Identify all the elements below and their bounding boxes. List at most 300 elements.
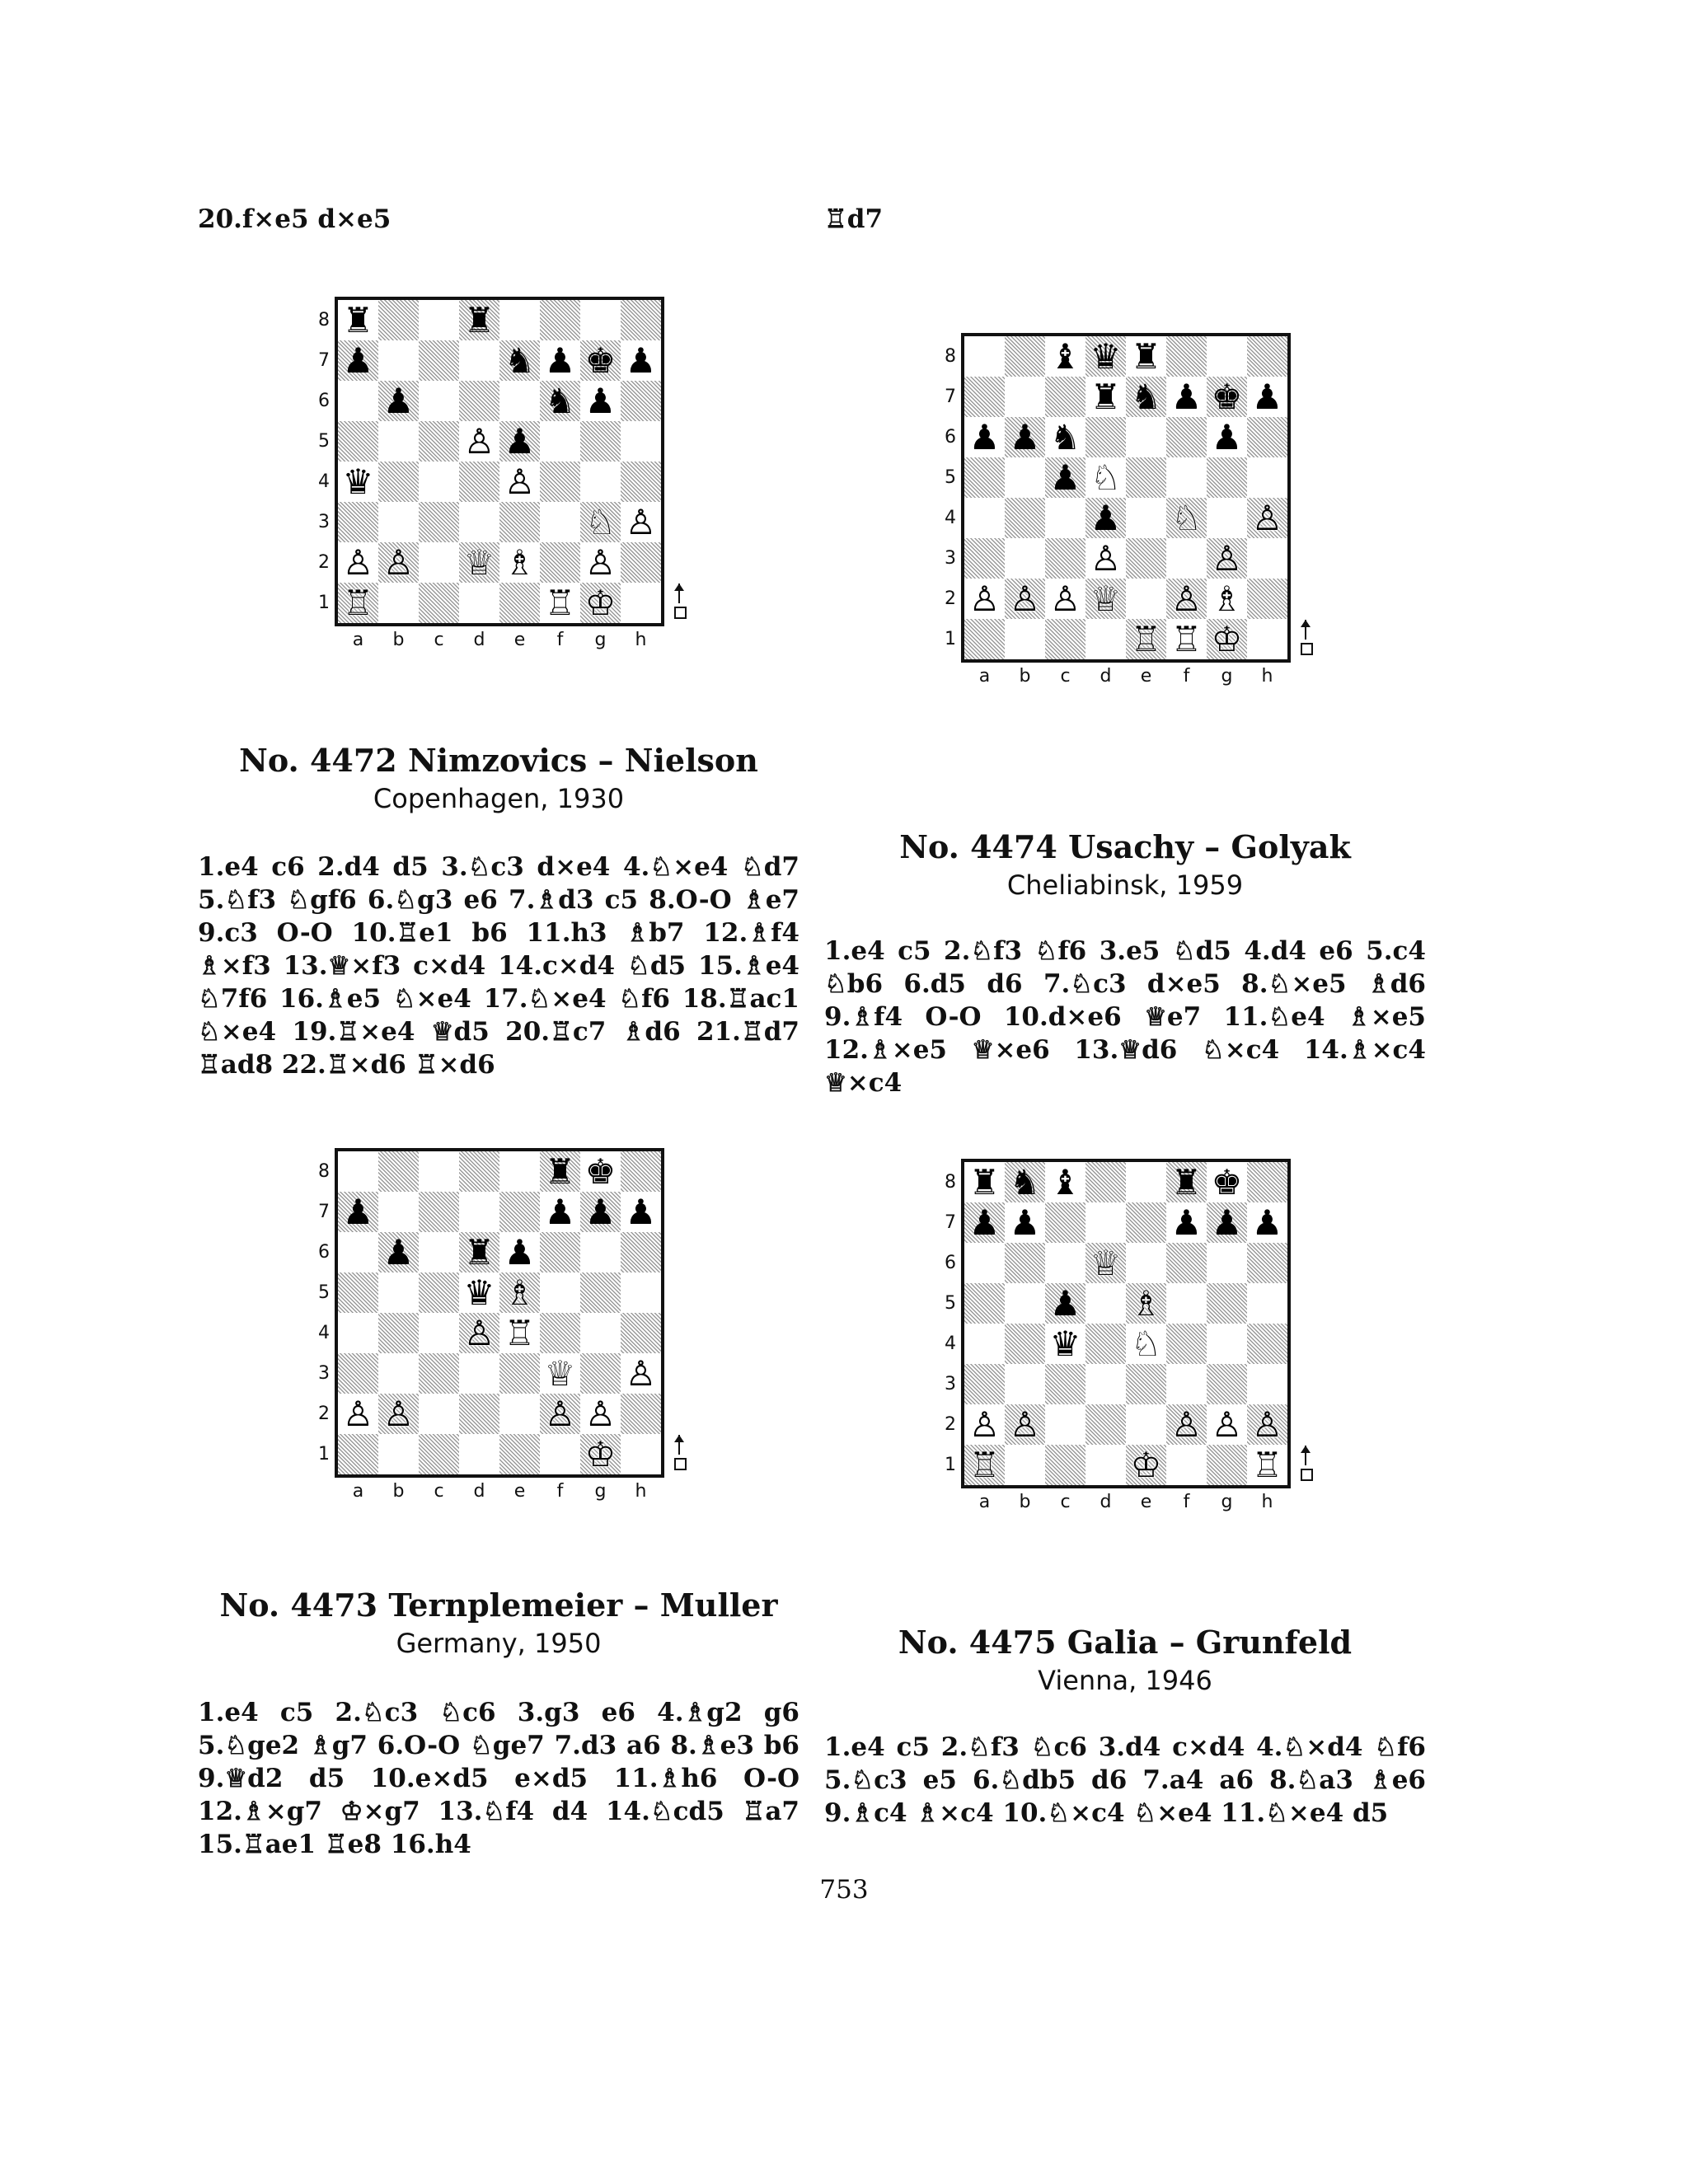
square-c5 — [1045, 457, 1085, 498]
chess-board — [961, 1159, 1291, 1488]
white-rook-icon: ♖ — [1251, 1444, 1283, 1485]
square-g8 — [580, 1151, 621, 1192]
square-b8 — [378, 1151, 419, 1192]
square-e8 — [499, 300, 540, 340]
square-d2 — [459, 542, 499, 583]
square-f1 — [540, 1434, 580, 1474]
black-pawn-icon: ♟ — [544, 1191, 576, 1232]
square-a2 — [964, 1404, 1005, 1445]
square-a6 — [964, 417, 1005, 457]
square-d4 — [1085, 498, 1126, 538]
square-c4 — [1045, 1324, 1085, 1364]
game-title-4473: No. 4473 Ternplemeier – Muller — [219, 1586, 778, 1624]
square-a1 — [964, 1445, 1005, 1485]
square-c4 — [1045, 498, 1085, 538]
square-c1 — [419, 583, 459, 623]
square-a5 — [964, 1283, 1005, 1324]
square-h5 — [1247, 1283, 1287, 1324]
square-f5 — [1166, 457, 1207, 498]
square-h4 — [1247, 1324, 1287, 1364]
white-king-icon: ♔ — [1130, 1444, 1162, 1485]
square-e4 — [1126, 498, 1166, 538]
square-b1 — [378, 583, 419, 623]
file-label: e — [513, 1481, 526, 1502]
square-c4 — [419, 1313, 459, 1353]
square-e7 — [499, 1192, 540, 1232]
square-h4 — [621, 462, 661, 502]
file-label: g — [1221, 1492, 1233, 1512]
square-d1 — [459, 1434, 499, 1474]
square-g7 — [1207, 377, 1247, 417]
square-b4 — [1005, 1324, 1045, 1364]
square-d4 — [459, 462, 499, 502]
square-f8 — [1166, 336, 1207, 377]
square-b4 — [378, 1313, 419, 1353]
black-bishop-icon: ♝ — [1049, 1161, 1081, 1202]
square-a8 — [964, 336, 1005, 377]
file-label: b — [1019, 1492, 1031, 1512]
black-pawn-icon: ♟ — [1211, 1202, 1243, 1243]
square-h3 — [1247, 1364, 1287, 1404]
white-pawn-icon: ♙ — [584, 541, 617, 583]
square-a3 — [964, 1364, 1005, 1404]
square-g8 — [580, 300, 621, 340]
diagram-4473 — [313, 1148, 709, 1511]
white-pawn-icon: ♙ — [1211, 1404, 1243, 1445]
file-label: a — [352, 630, 364, 650]
file-label: d — [473, 1481, 485, 1502]
square-c8 — [419, 1151, 459, 1192]
square-c6 — [1045, 417, 1085, 457]
game-moves-4473: 1.e4 c5 2.♘c3 ♘c6 3.g3 e6 4.♗g2 g6 5.♘ge2 ♗g7 6.O-O ♘ge7 7.d3 a6 8.♗e3 b6 9.♕d2 d5 10.e×d5 e×d5 11.♗h6 O-O 12.♗×g7 ♔×g7 13.♘f4 d4 14.♘cd5 ♖a7 15.♖ae1 ♖e8 16.h4 — [198, 1698, 799, 1859]
rank-label: 7 — [945, 387, 956, 407]
game-venue-4473: Germany, 1950 — [396, 1628, 602, 1659]
game-title-4472: No. 4472 Nimzovics – Nielson — [239, 742, 758, 779]
square-c2 — [419, 542, 459, 583]
square-g6 — [1207, 417, 1247, 457]
square-d8 — [459, 1151, 499, 1192]
rank-label: 4 — [945, 1333, 956, 1354]
square-a2 — [964, 579, 1005, 619]
square-c2 — [419, 1394, 459, 1434]
white-pawn-icon: ♙ — [584, 1393, 617, 1434]
file-label: h — [635, 1481, 647, 1502]
square-f6 — [1166, 1243, 1207, 1283]
black-knight-icon: ♞ — [1009, 1161, 1041, 1202]
square-b3 — [378, 1353, 419, 1394]
black-pawn-icon: ♟ — [342, 340, 374, 381]
white-pawn-icon: ♙ — [1009, 1404, 1041, 1445]
white-pawn-icon: ♙ — [968, 578, 1001, 619]
black-rook-icon: ♜ — [544, 1151, 576, 1192]
square-h6 — [621, 381, 661, 421]
white-pawn-icon: ♙ — [463, 420, 495, 462]
black-pawn-icon: ♟ — [625, 340, 657, 381]
white-pawn-icon: ♙ — [1251, 1404, 1283, 1445]
white-knight-icon: ♘ — [1130, 1323, 1162, 1364]
white-pawn-icon: ♙ — [382, 541, 415, 583]
square-d6 — [1085, 417, 1126, 457]
square-e1 — [1126, 619, 1166, 659]
file-label: e — [1140, 666, 1152, 687]
square-e3 — [499, 1353, 540, 1394]
square-f4 — [540, 462, 580, 502]
square-b5 — [1005, 457, 1045, 498]
black-pawn-icon: ♟ — [968, 416, 1001, 457]
square-e2 — [1126, 1404, 1166, 1445]
square-c3 — [419, 1353, 459, 1394]
rank-label: 8 — [945, 1172, 956, 1193]
game-venue-4475: Vienna, 1946 — [1038, 1665, 1212, 1696]
square-c7 — [419, 1192, 459, 1232]
square-a3 — [338, 1353, 378, 1394]
square-e5 — [499, 1272, 540, 1313]
square-b1 — [378, 1434, 419, 1474]
black-king-icon: ♚ — [1211, 376, 1243, 417]
rank-label: 2 — [945, 1414, 956, 1435]
square-d2 — [459, 1394, 499, 1434]
square-f4 — [1166, 1324, 1207, 1364]
square-d1 — [1085, 1445, 1126, 1485]
square-f5 — [1166, 1283, 1207, 1324]
black-pawn-icon: ♟ — [968, 1202, 1001, 1243]
square-c2 — [1045, 579, 1085, 619]
square-e3 — [499, 502, 540, 542]
white-pawn-icon: ♙ — [504, 461, 536, 502]
square-a8 — [338, 1151, 378, 1192]
square-g6 — [580, 1232, 621, 1272]
file-label: g — [1221, 666, 1233, 687]
white-pawn-icon: ♙ — [625, 1352, 657, 1394]
square-g4 — [1207, 1324, 1247, 1364]
square-d8 — [1085, 336, 1126, 377]
black-knight-icon: ♞ — [504, 340, 536, 381]
rank-label: 4 — [318, 1323, 330, 1343]
rank-label: 3 — [945, 548, 956, 569]
rank-label: 4 — [318, 471, 330, 492]
file-label: h — [1261, 666, 1273, 687]
square-d2 — [1085, 579, 1126, 619]
rank-label: 8 — [318, 1161, 330, 1182]
black-pawn-icon: ♟ — [544, 340, 576, 381]
black-rook-icon: ♜ — [342, 299, 374, 340]
square-b2 — [1005, 1404, 1045, 1445]
square-h8 — [1247, 336, 1287, 377]
square-h7 — [1247, 1202, 1287, 1243]
square-g1 — [1207, 1445, 1247, 1485]
black-pawn-icon: ♟ — [1049, 1282, 1081, 1324]
square-d3 — [1085, 538, 1126, 579]
white-king-icon: ♔ — [1211, 618, 1243, 659]
rank-label: 5 — [945, 467, 956, 488]
white-king-icon: ♔ — [584, 582, 617, 623]
square-g7 — [580, 1192, 621, 1232]
rank-label: 6 — [945, 1253, 956, 1273]
rank-label: 6 — [318, 391, 330, 411]
square-c5 — [419, 1272, 459, 1313]
square-c7 — [1045, 377, 1085, 417]
square-b2 — [378, 542, 419, 583]
page-number: 753 — [819, 1875, 869, 1905]
square-g2 — [580, 542, 621, 583]
file-label: c — [434, 630, 444, 650]
square-d7 — [1085, 1202, 1126, 1243]
square-h7 — [621, 340, 661, 381]
square-b3 — [378, 502, 419, 542]
white-pawn-icon: ♙ — [342, 541, 374, 583]
chess-board — [961, 333, 1291, 663]
square-h3 — [1247, 538, 1287, 579]
white-pawn-icon: ♙ — [1090, 537, 1122, 579]
diagram-4474 — [940, 333, 1335, 696]
black-pawn-icon: ♟ — [382, 1231, 415, 1272]
square-e1 — [1126, 1445, 1166, 1485]
white-knight-icon: ♘ — [584, 501, 617, 542]
white-rook-icon: ♖ — [504, 1312, 536, 1353]
rank-label: 1 — [945, 629, 956, 649]
square-b4 — [1005, 498, 1045, 538]
file-label: d — [1100, 666, 1112, 687]
rank-label: 6 — [945, 427, 956, 448]
white-to-move-icon — [673, 1435, 687, 1471]
square-c1 — [419, 1434, 459, 1474]
square-h5 — [621, 1272, 661, 1313]
file-label: a — [978, 666, 991, 687]
rank-label: 7 — [318, 350, 330, 371]
white-pawn-icon: ♙ — [382, 1393, 415, 1434]
square-d6 — [459, 381, 499, 421]
square-g3 — [580, 1353, 621, 1394]
rank-label: 3 — [318, 1363, 330, 1384]
black-pawn-icon: ♟ — [1049, 457, 1081, 498]
square-g5 — [1207, 457, 1247, 498]
square-f8 — [1166, 1162, 1207, 1202]
black-queen-icon: ♛ — [342, 461, 374, 502]
square-e7 — [1126, 377, 1166, 417]
black-king-icon: ♚ — [584, 1151, 617, 1192]
file-label: c — [1060, 666, 1071, 687]
square-g5 — [580, 1272, 621, 1313]
black-pawn-icon: ♟ — [504, 1231, 536, 1272]
square-e4 — [499, 462, 540, 502]
game-title-4474: No. 4474 Usachy – Golyak — [899, 828, 1351, 865]
black-pawn-icon: ♟ — [382, 380, 415, 421]
white-pawn-icon: ♙ — [1009, 578, 1041, 619]
rank-label: 3 — [318, 512, 330, 532]
white-rook-icon: ♖ — [544, 582, 576, 623]
square-f2 — [1166, 579, 1207, 619]
file-label: f — [556, 630, 564, 650]
square-g2 — [580, 1394, 621, 1434]
black-knight-icon: ♞ — [1130, 376, 1162, 417]
square-d4 — [1085, 1324, 1126, 1364]
square-h1 — [1247, 1445, 1287, 1485]
square-h7 — [621, 1192, 661, 1232]
file-label: h — [1261, 1492, 1273, 1512]
square-d6 — [1085, 1243, 1126, 1283]
rank-label: 1 — [945, 1455, 956, 1475]
rank-label: 8 — [318, 310, 330, 330]
black-bishop-icon: ♝ — [1049, 335, 1081, 377]
square-b7 — [1005, 377, 1045, 417]
square-e5 — [499, 421, 540, 462]
square-b8 — [1005, 336, 1045, 377]
file-label: d — [473, 630, 485, 650]
square-f6 — [1166, 417, 1207, 457]
square-a1 — [338, 583, 378, 623]
diagram-4472 — [313, 297, 709, 659]
square-a3 — [338, 502, 378, 542]
black-rook-icon: ♜ — [1170, 1161, 1203, 1202]
white-pawn-icon: ♙ — [463, 1312, 495, 1353]
square-h1 — [1247, 619, 1287, 659]
square-f4 — [1166, 498, 1207, 538]
square-h3 — [621, 502, 661, 542]
white-queen-icon: ♕ — [544, 1352, 576, 1394]
square-g1 — [1207, 619, 1247, 659]
square-g4 — [580, 462, 621, 502]
white-to-move-icon — [673, 583, 687, 620]
square-b3 — [1005, 1364, 1045, 1404]
square-d8 — [459, 300, 499, 340]
square-a7 — [338, 340, 378, 381]
square-h8 — [621, 300, 661, 340]
square-f1 — [1166, 619, 1207, 659]
square-d2 — [1085, 1404, 1126, 1445]
square-c3 — [1045, 1364, 1085, 1404]
square-e3 — [1126, 538, 1166, 579]
chess-board — [335, 297, 664, 626]
square-e6 — [499, 1232, 540, 1272]
black-pawn-icon: ♟ — [1090, 497, 1122, 538]
square-f2 — [540, 1394, 580, 1434]
file-label: a — [978, 1492, 991, 1512]
rank-label: 5 — [945, 1293, 956, 1314]
file-label: f — [1183, 666, 1190, 687]
file-label: c — [1060, 1492, 1071, 1512]
square-f7 — [1166, 1202, 1207, 1243]
white-pawn-icon: ♙ — [342, 1393, 374, 1434]
square-h6 — [1247, 1243, 1287, 1283]
white-bishop-icon: ♗ — [1211, 578, 1243, 619]
white-pawn-icon: ♙ — [544, 1393, 576, 1434]
white-bishop-icon: ♗ — [504, 1272, 536, 1313]
square-c4 — [419, 462, 459, 502]
square-b4 — [378, 462, 419, 502]
previous-game-continuation: 20.f×e5 d×e5 — [198, 204, 392, 234]
square-g2 — [1207, 1404, 1247, 1445]
rank-label: 8 — [945, 346, 956, 367]
square-d3 — [459, 502, 499, 542]
square-d7 — [459, 1192, 499, 1232]
rank-label: 5 — [318, 1282, 330, 1303]
white-queen-icon: ♕ — [1090, 578, 1122, 619]
square-g6 — [1207, 1243, 1247, 1283]
file-label: d — [1100, 1492, 1112, 1512]
square-a7 — [964, 377, 1005, 417]
square-b5 — [378, 421, 419, 462]
square-d4 — [459, 1313, 499, 1353]
square-f3 — [1166, 1364, 1207, 1404]
square-e2 — [1126, 579, 1166, 619]
rank-label: 7 — [945, 1212, 956, 1233]
square-f3 — [540, 1353, 580, 1394]
square-f5 — [540, 421, 580, 462]
square-c1 — [1045, 1445, 1085, 1485]
square-c3 — [1045, 538, 1085, 579]
white-pawn-icon: ♙ — [968, 1404, 1001, 1445]
square-a7 — [338, 1192, 378, 1232]
square-c2 — [1045, 1404, 1085, 1445]
square-e7 — [499, 340, 540, 381]
file-label: e — [513, 630, 526, 650]
square-f2 — [540, 542, 580, 583]
square-d5 — [1085, 457, 1126, 498]
square-g4 — [1207, 498, 1247, 538]
square-h3 — [621, 1353, 661, 1394]
square-g8 — [1207, 1162, 1247, 1202]
square-h1 — [621, 583, 661, 623]
black-queen-icon: ♛ — [1090, 335, 1122, 377]
square-h2 — [621, 1394, 661, 1434]
white-bishop-icon: ♗ — [1130, 1282, 1162, 1324]
square-e6 — [1126, 417, 1166, 457]
square-b6 — [1005, 1243, 1045, 1283]
white-pawn-icon: ♙ — [1211, 537, 1243, 579]
square-h5 — [621, 421, 661, 462]
game-title-4475: No. 4475 Galia – Grunfeld — [898, 1624, 1353, 1661]
square-g1 — [580, 583, 621, 623]
square-f2 — [1166, 1404, 1207, 1445]
black-pawn-icon: ♟ — [1170, 1202, 1203, 1243]
black-pawn-icon: ♟ — [1251, 1202, 1283, 1243]
rank-label: 3 — [945, 1374, 956, 1394]
black-queen-icon: ♛ — [1049, 1323, 1081, 1364]
file-label: b — [392, 630, 405, 650]
rank-label: 7 — [318, 1202, 330, 1222]
file-label: g — [594, 1481, 607, 1502]
square-b2 — [378, 1394, 419, 1434]
white-rook-icon: ♖ — [1170, 618, 1203, 659]
square-g7 — [1207, 1202, 1247, 1243]
square-a7 — [964, 1202, 1005, 1243]
previous-column-continuation: ♖d7 — [824, 204, 884, 234]
square-f4 — [540, 1313, 580, 1353]
square-d3 — [1085, 1364, 1126, 1404]
square-g3 — [1207, 538, 1247, 579]
square-f8 — [540, 1151, 580, 1192]
square-a5 — [338, 1272, 378, 1313]
square-h2 — [621, 542, 661, 583]
black-rook-icon: ♜ — [1130, 335, 1162, 377]
rank-label: 1 — [318, 1444, 330, 1465]
file-label: a — [352, 1481, 364, 1502]
white-pawn-icon: ♙ — [1170, 1404, 1203, 1445]
square-e4 — [1126, 1324, 1166, 1364]
diagram-4475 — [940, 1159, 1335, 1521]
square-a6 — [338, 1232, 378, 1272]
white-knight-icon: ♘ — [1170, 497, 1203, 538]
square-c5 — [419, 421, 459, 462]
white-queen-icon: ♕ — [1090, 1242, 1122, 1283]
square-a4 — [964, 498, 1005, 538]
black-knight-icon: ♞ — [544, 380, 576, 421]
black-king-icon: ♚ — [1211, 1161, 1243, 1202]
file-label: b — [1019, 666, 1031, 687]
square-e8 — [499, 1151, 540, 1192]
square-d7 — [1085, 377, 1126, 417]
square-f1 — [1166, 1445, 1207, 1485]
